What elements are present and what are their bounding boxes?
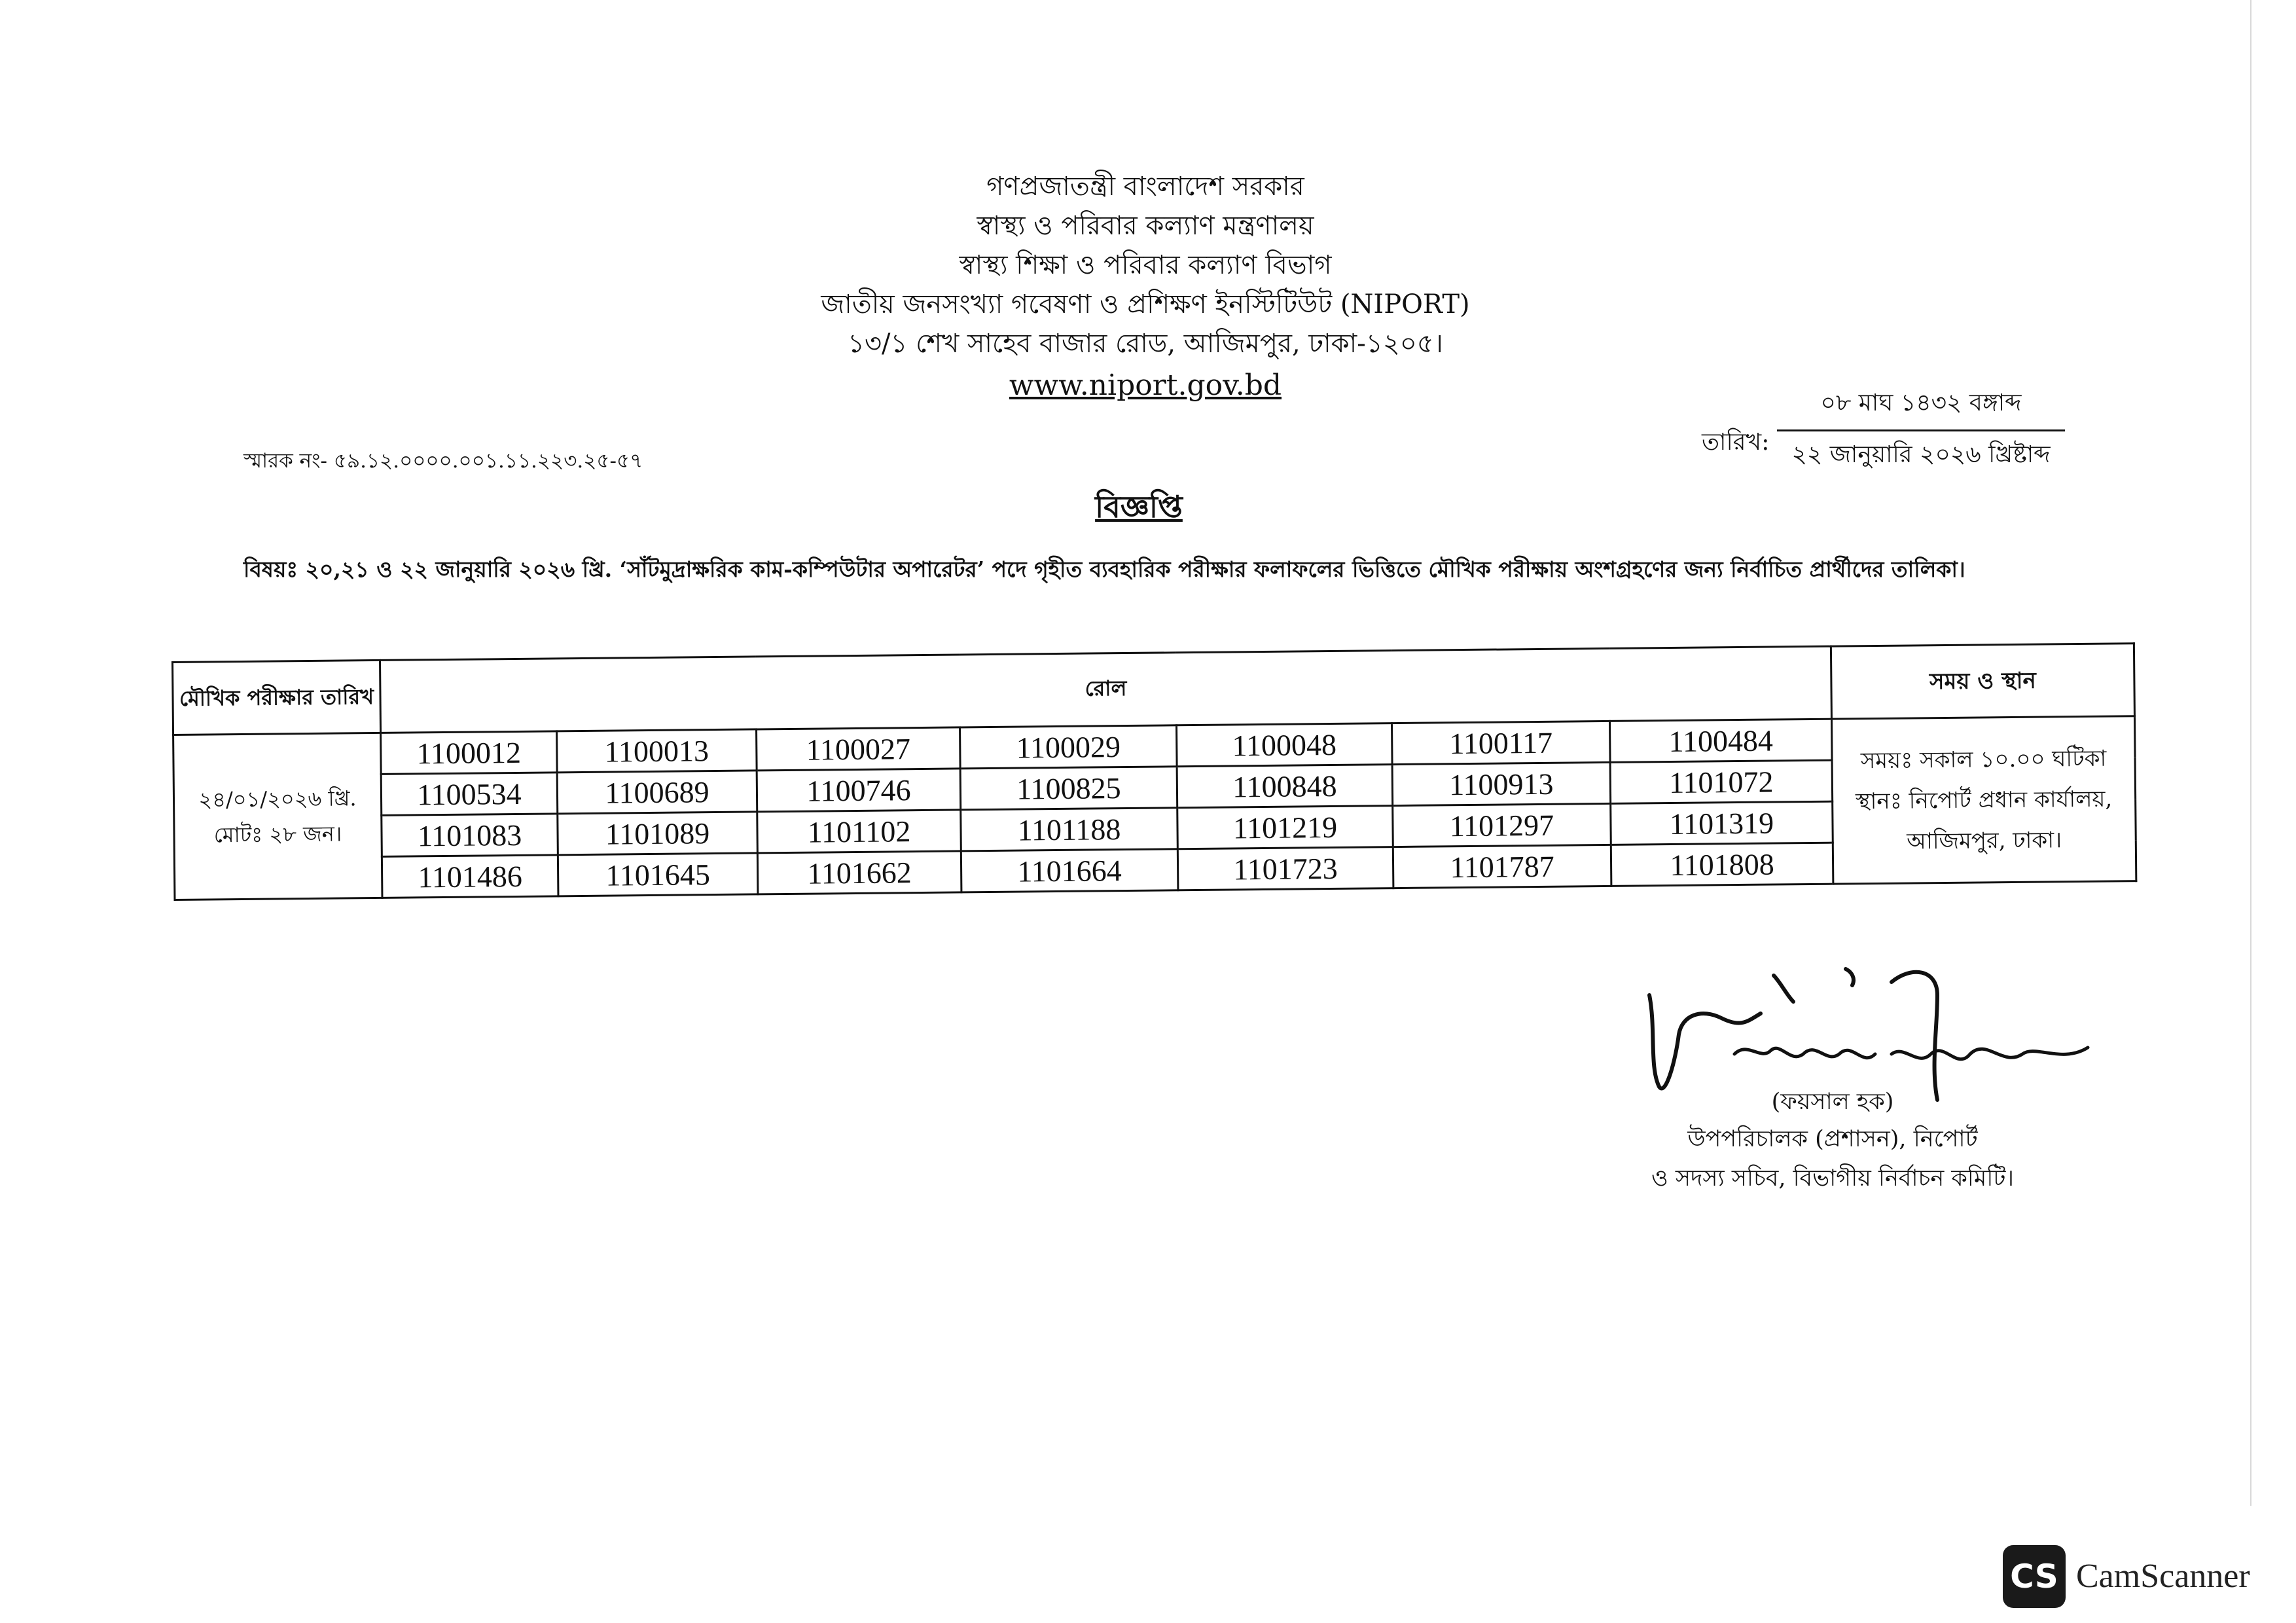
roll-cell: 1100848 xyxy=(1177,765,1393,808)
signatory-designation: উপপরিচালক (প্রশাসন), নিপোর্ট xyxy=(1687,1126,1978,1152)
notice-subject: বিষয়ঃ ২০,২১ ও ২২ জানুয়ারি ২০২৬ খ্রি. ‘সাঁটমুদ্রাক্ষরিক কাম-কম্পিউটার অপারেটর’ পদে গৃহীত ব্যবহারিক পরীক্ষার ফলাফলের ভিত্তিতে মৌখিক পরীক্ষায় অংশগ্রহণের জন্য নির্বাচিত প্রার্থীদের তালিকা। xyxy=(243,556,1965,582)
camscanner-watermark: CamScanner xyxy=(2076,1558,2250,1595)
candidate-total: মোটঃ ২৮ জন। xyxy=(213,821,342,847)
exam-date: ২৪/০১/২০২৬ খ্রি. xyxy=(198,785,357,812)
roll-cell: 1101089 xyxy=(558,812,758,855)
roll-cell: 1100012 xyxy=(381,731,558,775)
roll-cell: 1101219 xyxy=(1177,806,1393,849)
roll-cell: 1100825 xyxy=(960,767,1177,810)
roll-cell: 1101645 xyxy=(558,853,758,896)
roll-cell: 1101723 xyxy=(1177,847,1393,890)
memo-number: স্মারক নং- ৫৯.১২.০০০০.০০১.১১.২২৩.২৫-৫৭ xyxy=(243,449,643,473)
roll-cell: 1100029 xyxy=(960,725,1177,769)
signature-stroke xyxy=(1774,969,1937,1100)
roll-cell: 1101297 xyxy=(1393,803,1611,847)
header-government: গণপ্রজাতন্ত্রী বাংলাদেশ সরকার xyxy=(986,172,1304,202)
header-institute: জাতীয় জনসংখ্যা গবেষণা ও প্রশিক্ষণ ইনস্টিটিউট (NIPORT) xyxy=(821,289,1470,319)
date-bangla: ০৮ মাঘ ১৪৩২ বঙ্গাব্দ xyxy=(1777,385,2065,431)
header-ministry: স্বাস্থ্য ও পরিবার কল্যাণ মন্ত্রণালয় xyxy=(977,211,1314,241)
date-stack xyxy=(1777,385,2065,476)
roll-cell: 1100484 xyxy=(1609,719,1832,762)
header-roll: রোল xyxy=(380,646,1831,733)
header-exam-date: মৌখিক পরীক্ষার তারিখ xyxy=(173,660,381,735)
header-website: www.niport.gov.bd xyxy=(1009,369,1282,402)
roll-cell: 1100689 xyxy=(557,771,757,814)
roll-cell: 1101787 xyxy=(1393,845,1611,888)
header-time-place: সময় ও স্থান xyxy=(1831,644,2134,719)
candidate-table-wrapper xyxy=(171,642,2137,901)
date-block xyxy=(1702,385,2068,470)
scan-margin xyxy=(0,1506,2296,1623)
notice-title: বিজ্ঞপ্তি xyxy=(1095,489,1183,524)
roll-cell: 1101662 xyxy=(757,851,961,894)
header-division: স্বাস্থ্য শিক্ষা ও পরিবার কল্যাণ বিভাগ xyxy=(959,250,1332,280)
roll-cell: 1101808 xyxy=(1611,843,1833,886)
roll-cell: 1100048 xyxy=(1177,723,1393,767)
exam-place: স্থানঃ নিপোর্ট প্রধান কার্যালয়, আজিমপুর, ঢাকা। xyxy=(1855,786,2113,855)
roll-cell: 1101102 xyxy=(757,810,961,853)
date-gregorian: ২২ জানুয়ারি ২০২৬ খ্রিষ্টাব্দ xyxy=(1791,441,2051,468)
signature-stroke xyxy=(1649,995,1761,1089)
roll-cell: 1101072 xyxy=(1610,760,1833,803)
time-place-cell xyxy=(1831,716,2136,884)
signatory-title xyxy=(1538,1120,2127,1198)
roll-cell: 1101083 xyxy=(382,814,558,857)
roll-cell: 1100913 xyxy=(1392,762,1611,805)
roll-cell: 1100117 xyxy=(1391,721,1610,764)
signatory-role: ও সদস্য সচিব, বিভাগীয় নির্বাচন কমিটি। xyxy=(1651,1165,2014,1192)
letterhead xyxy=(720,167,1571,405)
roll-cell: 1100027 xyxy=(757,727,961,771)
exam-date-cell xyxy=(173,733,382,900)
roll-cell: 1101188 xyxy=(961,808,1178,851)
roll-cell: 1101486 xyxy=(382,855,558,898)
signatory-name: (ফয়সাল হক) xyxy=(1771,1089,1894,1115)
roll-cell: 1101319 xyxy=(1611,801,1833,845)
roll-cell: 1100746 xyxy=(757,769,961,812)
header-address: ১৩/১ শেখ সাহেব বাজার রোড, আজিমপুর, ঢাকা-১২০৫। xyxy=(848,329,1443,359)
roll-cell: 1101664 xyxy=(961,849,1178,892)
signature-date-stroke xyxy=(1734,1048,2088,1059)
camscanner-logo-icon: CS xyxy=(2003,1545,2066,1608)
date-label: তারিখ: xyxy=(1702,429,1770,456)
candidate-table xyxy=(171,642,2137,901)
roll-cell: 1100534 xyxy=(381,773,558,816)
roll-cell: 1100013 xyxy=(557,729,757,773)
exam-time: সময়ঃ সকাল ১০.০০ ঘটিকা xyxy=(1860,745,2107,774)
